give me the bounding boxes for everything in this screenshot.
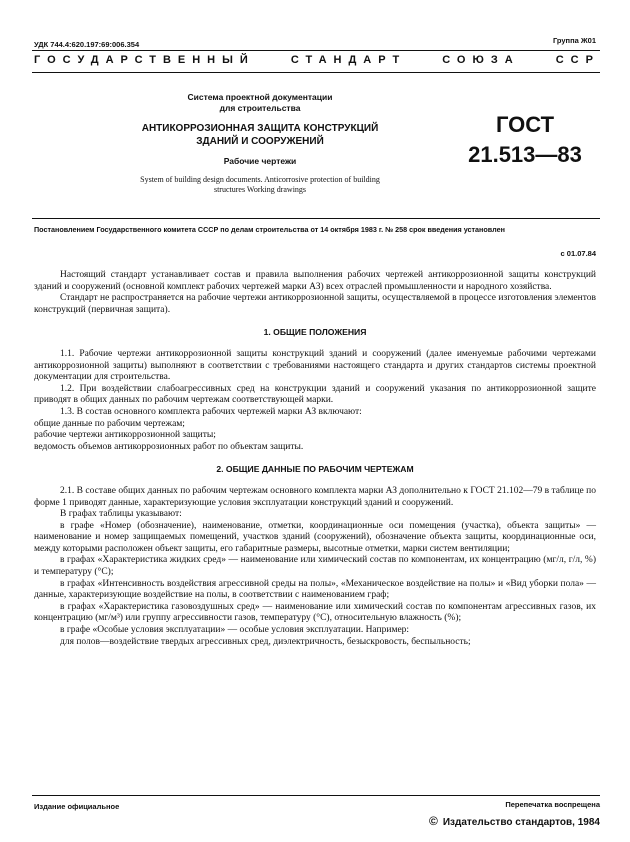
decree-text: Постановлением Государственного комитета СССР по делам строительства от 14 октября 1983 г. № 258 срок введения установлен (34, 225, 505, 234)
banner-rule (32, 72, 600, 73)
list-item: ведомость объемов антикоррозионных работ по объектам защиты. (34, 441, 304, 452)
system-title-line: Система проектной документации (187, 92, 333, 102)
paragraph: в графах «Характеристика жидких сред» — наименование или химический состав по компонентам, их концентрацию (мг/л, г/л, %) и температуру (°С); (34, 555, 596, 578)
english-title (110, 175, 410, 195)
paragraph: в графе «Особые условия эксплуатации» — особые условия эксплуатации. Например: (60, 625, 410, 636)
title-block (110, 92, 410, 195)
publisher-name: Издательство стандартов, 1984 (442, 817, 600, 828)
reprint-note: Перепечатка воспрещена (505, 800, 600, 809)
paragraph: 2.1. В составе общих данных по рабочим чертежам основного комплекта марки АЗ дополнительно к ГОСТ 21.102—79 в таблице по форме 1 приводят данные, характеризующие условия эксплуатации конструкций зданий и сооружений. (34, 485, 596, 508)
english-title-line: System of building design documents. Anticorrosive protection of building (140, 175, 380, 184)
section-heading: 1. ОБЩИЕ ПОЛОЖЕНИЯ (263, 327, 367, 338)
paragraph: В графах таблицы указывают: (60, 509, 182, 520)
system-title-line: для строительства (219, 103, 301, 113)
paragraph: в графе «Номер (обозначение), наименование, отметки, координационные оси помещения (участка), объекта защиты» — наименование и номер защищаемых помещений, участков зданий (сооружений), обозначение объекта защиты, координационные оси, между которыми расположен объект защиты, его габаритные размеры, высотные отметки, марки систем вентиляции; (34, 520, 596, 554)
paragraph: для полов—воздействие твердых агрессивных сред, диэлектричность, безыскровость, беспыльность; (60, 636, 471, 647)
effective-date: с 01.07.84 (560, 249, 596, 258)
gost-code: 21.513—83 (468, 142, 582, 167)
state-standard-banner (34, 54, 600, 66)
banner-word: ГОСУДАРСТВЕННЫЙ (34, 54, 255, 66)
list-item: общие данные по рабочим чертежам; (34, 418, 185, 429)
copyright-icon: © (428, 814, 438, 828)
footer-rule (32, 795, 600, 796)
main-title-line: ЗДАНИЙ И СООРУЖЕНИЙ (196, 136, 324, 147)
list-item: рабочие чертежи антикоррозионной защиты; (34, 430, 216, 441)
paragraph: 1.3. В состав основного комплекта рабочих чертежей марки АЗ включают: (60, 406, 362, 417)
section-heading: 2. ОБЩИЕ ДАННЫЕ ПО РАБОЧИМ ЧЕРТЕЖАМ (216, 464, 414, 475)
main-title (110, 122, 410, 148)
top-rule (32, 50, 600, 51)
banner-word: СОЮЗА (442, 54, 520, 66)
group-code: Группа Ж01 (552, 36, 596, 45)
edition-note: Издание официальное (34, 802, 120, 811)
publisher-line (429, 814, 600, 828)
paragraph: в графах «Характеристика газовоздушных сред» — наименование или химический состав по компонентам агрессивных газов, их концентрацию (мг/м³) или группу агрессивности газов, температуру (°С), относительную влажность (%); (34, 601, 596, 624)
document-body (34, 270, 596, 648)
subtitle: Рабочие чертежи (223, 156, 297, 166)
gost-label: ГОСТ (495, 112, 555, 137)
paragraph: 1.2. При воздействии слабоагрессивных сред на конструкции зданий и сооружений указания по антикоррозионной защите приводят в общих данных по рабочим чертежам соответствующей марки. (34, 383, 596, 406)
paragraph: Стандарт не распространяется на рабочие чертежи антикоррозионной защиты, осуществляемой в процессе изготовления элементов конструкций (первичная защита). (34, 293, 596, 315)
paragraph: в графах «Интенсивность воздействия агрессивной среды на полы», «Механическое воздействие на полы» и «Вид уборки пола» — данные, характеризующие воздействие на полы, в соответствии с наименованием граф; (34, 578, 596, 601)
banner-word: ССР (555, 54, 600, 66)
decree-rule (32, 218, 600, 219)
banner-word: СТАНДАРТ (290, 54, 407, 66)
paragraph: Настоящий стандарт устанавливает состав и правила выполнения рабочих чертежей антикоррозионной защиты конструкций зданий и сооружений (основной комплект рабочих чертежей марки АЗ) всех отраслей промышленности и народного хозяйства. (34, 270, 596, 292)
english-title-line: structures Working drawings (213, 185, 307, 194)
paragraph: 1.1. Рабочие чертежи антикоррозионной защиты конструкций зданий и сооружений (далее именуемые рабочими чертежами антикоррозионной защиты) выполняют в соответствии с требованиями настоящего стандарта и других стандартов системы проектной документации для строительства. (34, 348, 596, 383)
udc-code: УДК 744.4:620.197:69:006.354 (34, 40, 140, 49)
main-title-line: АНТИКОРРОЗИОННАЯ ЗАЩИТА КОНСТРУКЦИЙ (141, 123, 379, 134)
gost-number (450, 110, 600, 170)
